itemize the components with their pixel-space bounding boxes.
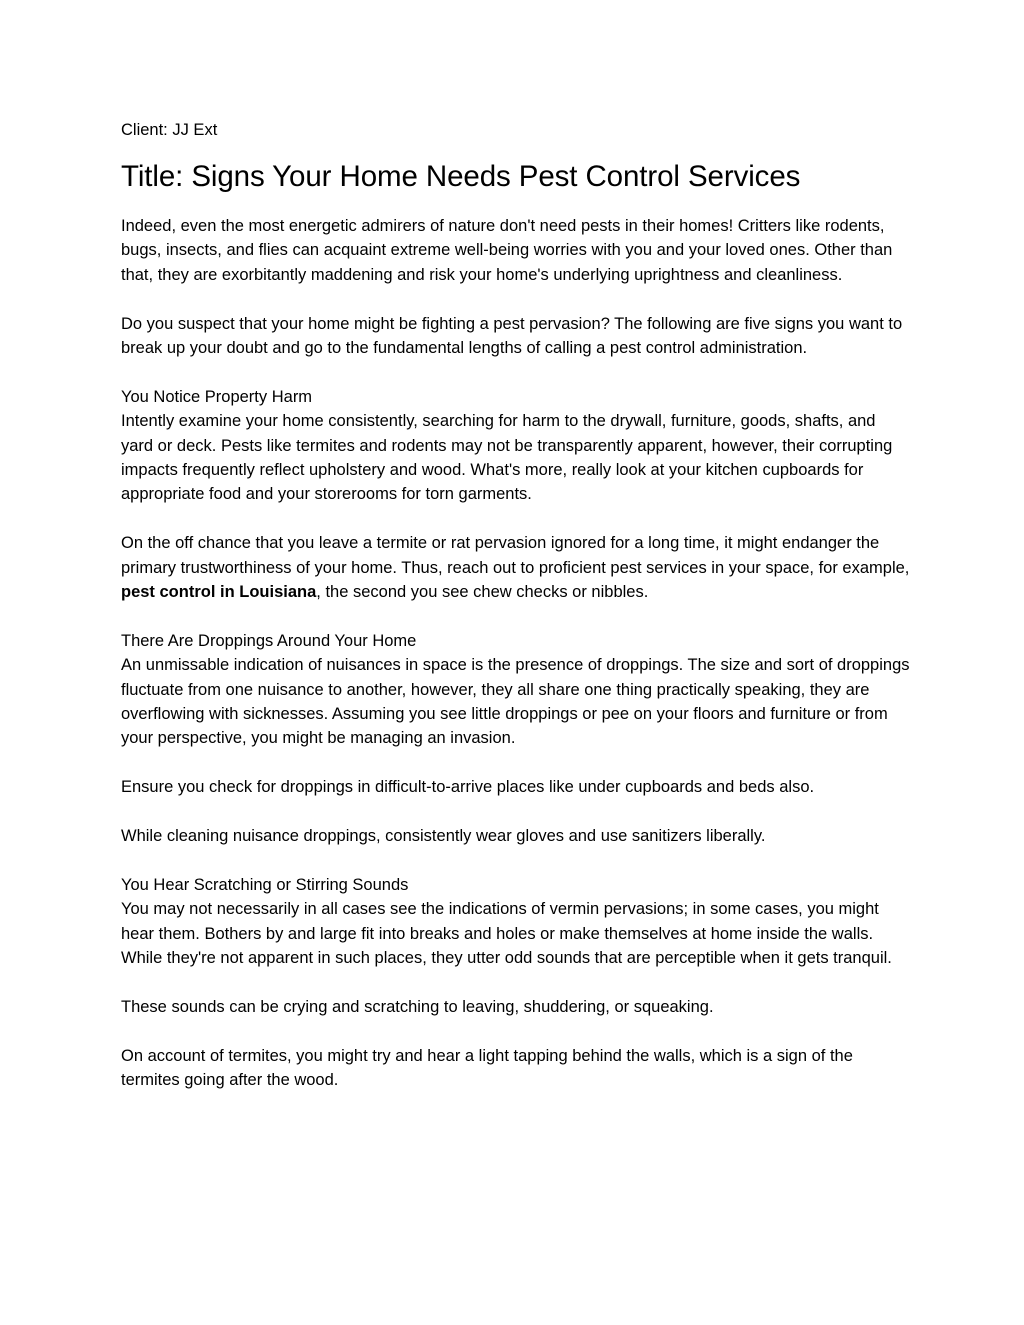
paragraph-droppings: An unmissable indication of nuisances in space is the presence of droppings. The size and sort of droppings fluctuate from one nuisance to another, however, they all share one thing practically speaking, they are overflowing with sicknesses. Assuming you see little droppings or pee on your floors and furniture or from your perspective, you might be managing an invasion.	[121, 656, 910, 748]
pest-control-louisiana-link[interactable]: pest control in Louisiana	[121, 583, 317, 602]
section-heading-property-harm: You Notice Property Harm	[121, 387, 313, 406]
section-heading-droppings: There Are Droppings Around Your Home	[121, 631, 417, 650]
paragraph-termite-text-end: , the second you see chew checks or nibbles.	[316, 583, 649, 602]
paragraph-termite-tapping: On account of termites, you might try and hear a light tapping behind the walls, which is a sign of the termites going after the wood.	[121, 1046, 853, 1090]
paragraph-termite-text-start: On the off chance that you leave a termite or rat pervasion ignored for a long time, it might endanger the primary trustworthiness of your home. Thus, reach out to proficient pest services in your space, for example,	[121, 534, 910, 577]
paragraph-cleaning-droppings: While cleaning nuisance droppings, consistently wear gloves and use sanitizers liberally.	[121, 827, 766, 846]
paragraph-termite-pervasion	[121, 531, 911, 604]
document-title: Title: Signs Your Home Needs Pest Control Services	[121, 160, 801, 193]
section-property-harm	[121, 385, 911, 507]
section-droppings	[121, 629, 911, 751]
client-line: Client: JJ Ext	[121, 121, 218, 139]
paragraph-sound-types: These sounds can be crying and scratching to leaving, shuddering, or squeaking.	[121, 997, 714, 1016]
paragraph-sounds: You may not necessarily in all cases see the indications of vermin pervasions; in some cases, you might hear them. Bothers by and large fit into breaks and holes or make themselves at home inside the walls. While they're not apparent in such places, they utter odd sounds that are perceptible when it gets tranquil.	[121, 900, 892, 968]
paragraph-property-harm: Intently examine your home consistently, searching for harm to the drywall, furniture, goods, shafts, and yard or deck. Pests like termites and rodents may not be transparently apparent, however, their corrupting impacts frequently reflect upholstery and wood. What's more, really look at your kitchen cupboards for appropriate food and your storerooms for torn garments.	[121, 412, 893, 504]
section-heading-sounds: You Hear Scratching or Stirring Sounds	[121, 875, 409, 894]
paragraph-intro: Indeed, even the most energetic admirers of nature don't need pests in their homes! Critters like rodents, bugs, insects, and flies can acquaint extreme well-being worries with you and your loved ones. Other than that, they are exorbitantly maddening and risk your home's underlying uprightness and cleanliness.	[121, 217, 893, 284]
document-body	[121, 214, 911, 1092]
paragraph-check-droppings: Ensure you check for droppings in difficult-to-arrive places like under cupboards and beds also.	[121, 778, 815, 797]
document-page	[121, 118, 911, 1092]
section-sounds	[121, 873, 911, 971]
paragraph-signs-intro: Do you suspect that your home might be fighting a pest pervasion? The following are five signs you want to break up your doubt and go to the fundamental lengths of calling a pest control administration.	[121, 314, 903, 358]
